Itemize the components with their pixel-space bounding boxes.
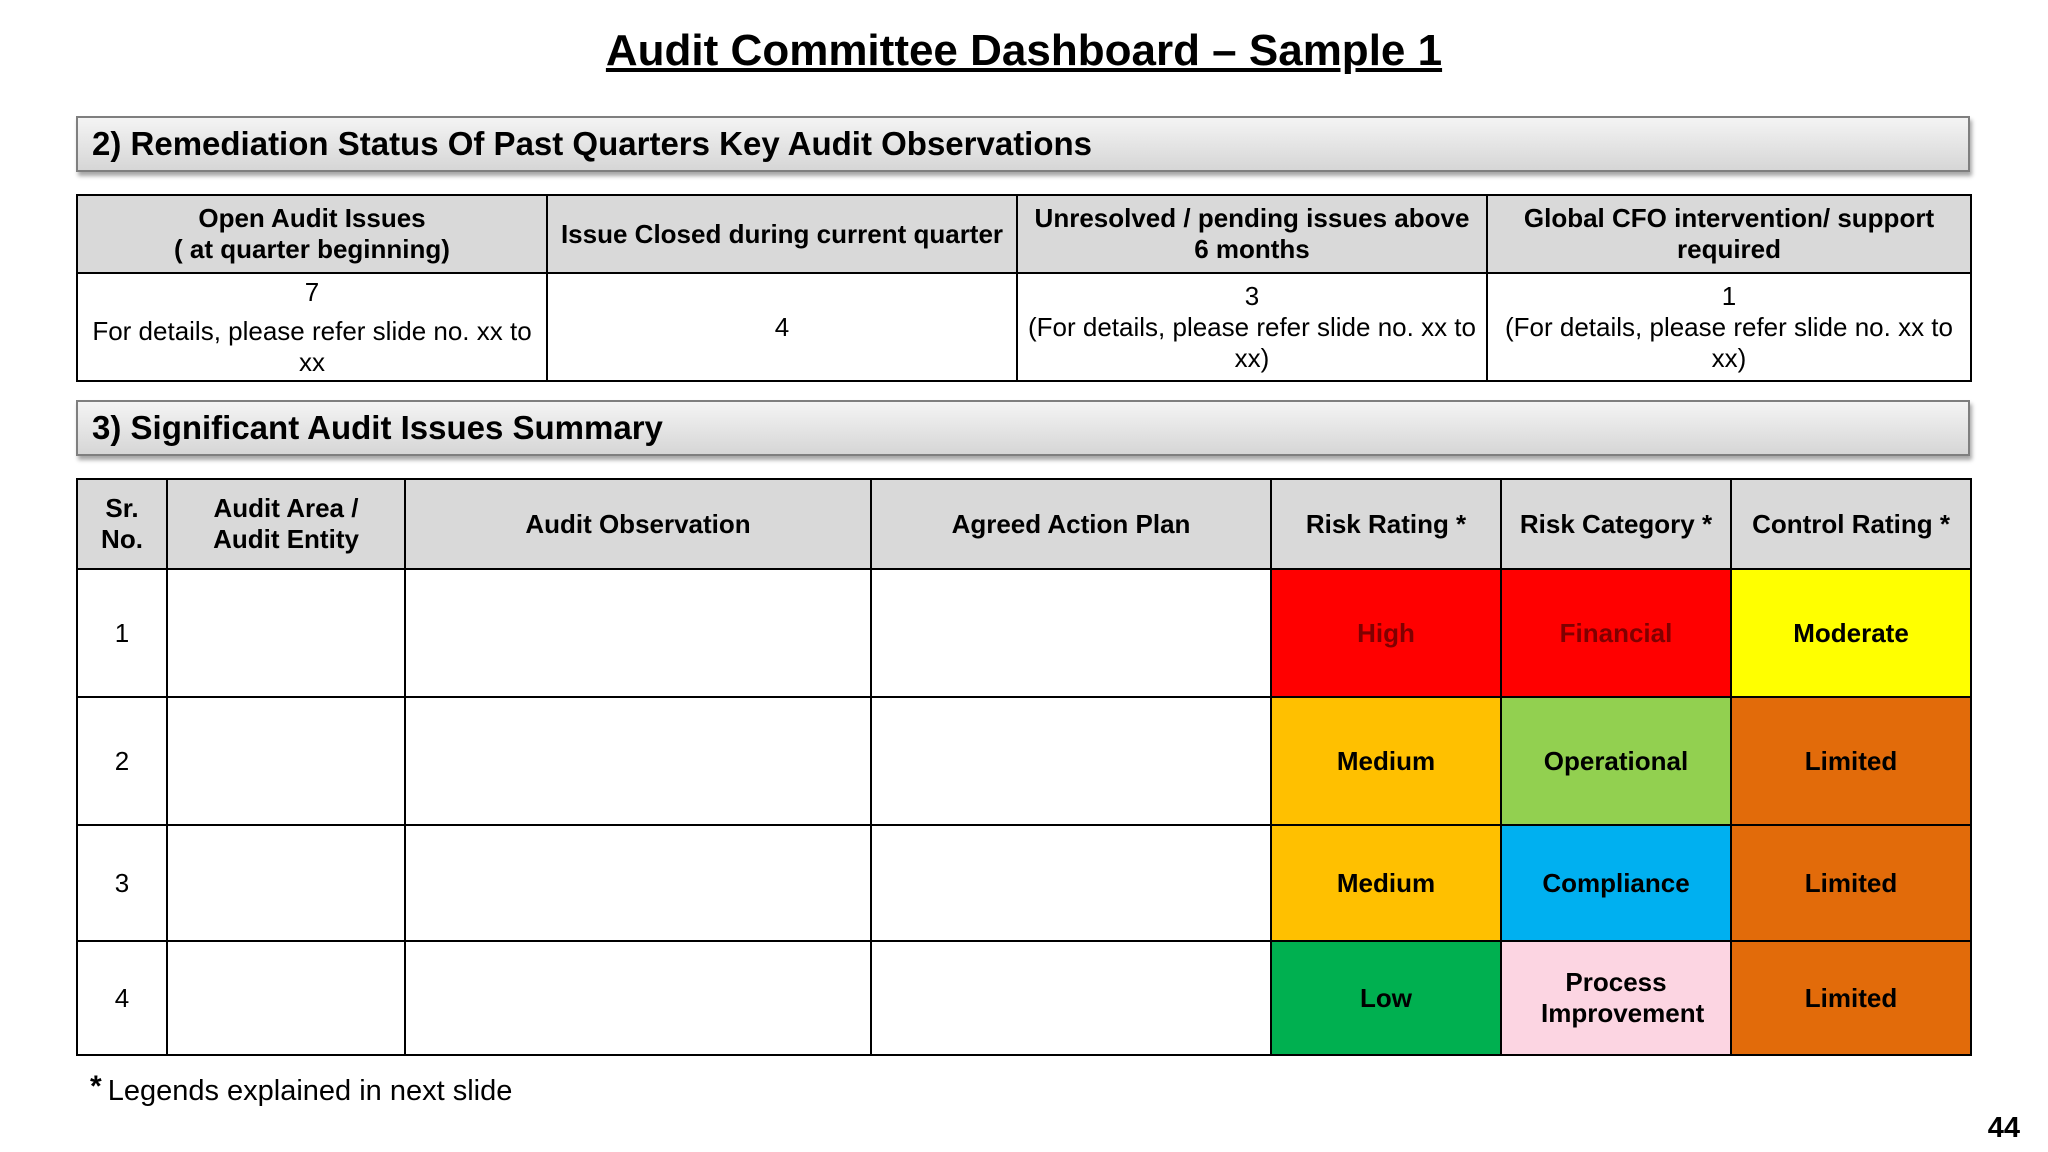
sr-no-cell: 1: [77, 569, 167, 697]
audit-observation-cell: [405, 569, 871, 697]
audit-area-cell: [167, 697, 405, 825]
header-audit-area: Audit Area / Audit Entity: [167, 479, 405, 569]
audit-area-cell: [167, 941, 405, 1055]
cfo-intervention-cell: [1487, 273, 1971, 381]
audit-issues-table: [76, 478, 1972, 1056]
risk-rating-cell: [1271, 825, 1501, 941]
risk-category-cell: [1501, 941, 1731, 1055]
header-control-rating: Control Rating *: [1731, 479, 1971, 569]
control-rating-label: Limited: [1804, 745, 1898, 776]
table-row: [77, 825, 1971, 941]
control-rating-cell: [1731, 825, 1971, 941]
control-rating-cell: [1731, 697, 1971, 825]
audit-area-cell: [167, 569, 405, 697]
header-issues-closed: Issue Closed during current quarter: [547, 195, 1017, 273]
table-row: [77, 941, 1971, 1055]
action-plan-cell: [871, 569, 1271, 697]
remediation-status-table: [76, 194, 1972, 382]
page-number: 44: [1987, 1112, 2020, 1144]
action-plan-cell: [871, 697, 1271, 825]
control-rating-label: Limited: [1804, 867, 1898, 898]
action-plan-cell: [871, 825, 1271, 941]
sr-no-cell: 4: [77, 941, 167, 1055]
risk-category-label: Financial: [1559, 617, 1673, 648]
pending-issues-cell: [1017, 273, 1487, 381]
cfo-intervention-note: (For details, please refer slide no. xx to xx): [1505, 311, 1953, 373]
table-row: [77, 569, 1971, 697]
control-rating-cell: [1731, 941, 1971, 1055]
pending-issues-note: (For details, please refer slide no. xx to xx): [1028, 311, 1476, 373]
section-2-heading: 2) Remediation Status Of Past Quarters Key Audit Observations: [76, 116, 1970, 172]
issues-closed-count: 4: [774, 311, 790, 342]
risk-category-label: Compliance: [1542, 867, 1690, 898]
sr-no-cell: 3: [77, 825, 167, 941]
footnote: [90, 1070, 512, 1108]
section-3-heading: 3) Significant Audit Issues Summary: [76, 400, 1970, 456]
issues-closed-cell: [547, 273, 1017, 381]
cfo-intervention-count: 1: [1721, 280, 1737, 311]
risk-rating-cell: [1271, 941, 1501, 1055]
header-cfo-intervention: Global CFO intervention/ support required: [1487, 195, 1971, 273]
control-rating-label: Limited: [1804, 982, 1898, 1013]
risk-rating-label: High: [1357, 617, 1415, 648]
control-rating-cell: [1731, 569, 1971, 697]
footnote-star: *: [90, 1070, 102, 1103]
risk-rating-cell: [1271, 697, 1501, 825]
header-risk-category: Risk Category *: [1501, 479, 1731, 569]
header-open-issues: Open Audit Issues ( at quarter beginning): [77, 195, 547, 273]
risk-category-cell: [1501, 569, 1731, 697]
footnote-text: Legends explained in next slide: [107, 1075, 513, 1107]
risk-rating-label: Medium: [1336, 745, 1436, 776]
risk-category-cell: [1501, 825, 1731, 941]
control-rating-label: Moderate: [1793, 617, 1909, 648]
risk-rating-cell: [1271, 569, 1501, 697]
audit-area-cell: [167, 825, 405, 941]
action-plan-cell: [871, 941, 1271, 1055]
header-action-plan: Agreed Action Plan: [871, 479, 1271, 569]
audit-observation-cell: [405, 941, 871, 1055]
page-title: Audit Committee Dashboard – Sample 1: [605, 26, 1443, 75]
header-risk-rating: Risk Rating *: [1271, 479, 1501, 569]
open-issues-note: For details, please refer slide no. xx to xx: [92, 315, 532, 377]
header-sr-no: Sr. No.: [77, 479, 167, 569]
table-row: [77, 697, 1971, 825]
remediation-header-row: [77, 195, 1971, 273]
risk-category-label: Operational: [1543, 745, 1689, 776]
risk-category-label: Process Improvement: [1541, 967, 1705, 1028]
risk-category-cell: [1501, 697, 1731, 825]
audit-observation-cell: [405, 697, 871, 825]
open-issues-cell: [77, 273, 547, 381]
open-issues-count: 7: [304, 276, 320, 307]
header-audit-observation: Audit Observation: [405, 479, 871, 569]
issues-header-row: [77, 479, 1971, 569]
audit-observation-cell: [405, 825, 871, 941]
remediation-values-row: [77, 273, 1971, 381]
sr-no-cell: 2: [77, 697, 167, 825]
pending-issues-count: 3: [1244, 280, 1260, 311]
risk-rating-label: Low: [1360, 982, 1412, 1013]
header-pending-issues: Unresolved / pending issues above 6 months: [1017, 195, 1487, 273]
risk-rating-label: Medium: [1336, 867, 1436, 898]
